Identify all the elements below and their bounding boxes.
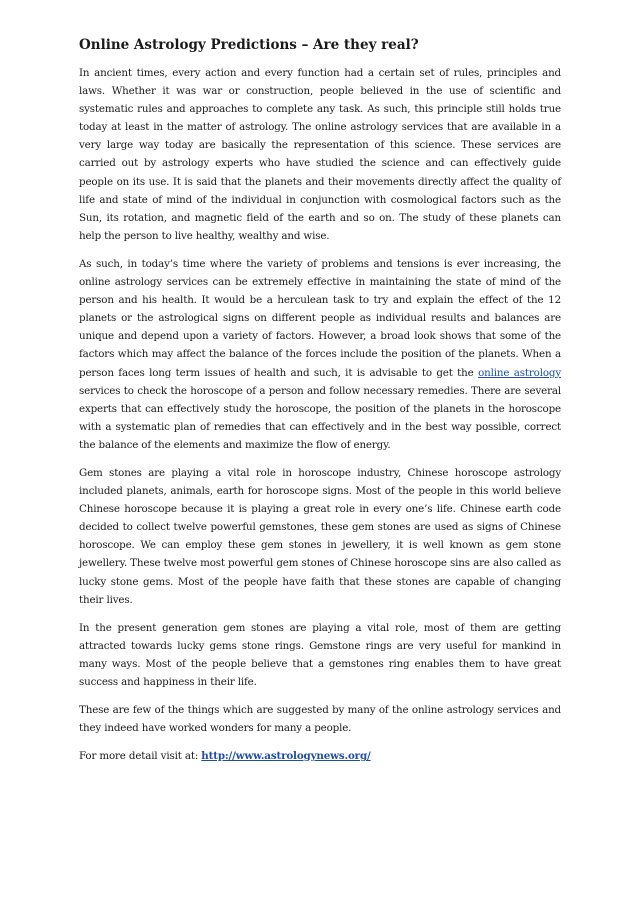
online-astrology-link[interactable]: online astrology xyxy=(478,366,561,379)
document-title: Online Astrology Predictions – Are they real? xyxy=(79,37,419,53)
paragraph-gem-stones: Gem stones are playing a vital role in horoscope industry, Chinese horoscope astrology included planets, animals, earth for horoscope signs. Most of the people in this world believe Chinese horoscope because it is playing a great role in every one’s life. Chinese earth code decided to collect twelve powerful gemstones, these gem stones are used as signs of Chinese horoscope. We can employ these gem stones in jewellery, it is well known as gem stone jewellery. These twelve most powerful gem stones of Chinese horoscope sins are also called as lucky stone gems. Most of the people have faith that these stones are capable of changing their lives. xyxy=(79,466,561,606)
document-page xyxy=(79,36,561,775)
footer-line xyxy=(79,747,561,765)
paragraph-intro: In ancient times, every action and every function had a certain set of rules, principles and laws. Whether it was war or construction, people believed in the use of scientific and systematic rules and approaches to complete any task. As such, this principle still holds true today at least in the matter of astrology. The online astrology services that are available in a very large way today are basically the representation of this science. These services are carried out by astrology experts who have studied the science and can effectively guide people on its use. It is said that the planets and their movements directly affect the quality of life and state of mind of the individual in conjunction with cosmological factors such as the Sun, its rotation, and magnetic field of the earth and so on. The study of these planets can help the person to live healthy, wealthy and wise. xyxy=(79,67,561,242)
paragraph-services-text-end: services to check the horoscope of a person and follow necessary remedies. There are several experts that can effectively study the horoscope, the position of the planets in the horoscope with a systematic plan of remedies that can effectively and in the best way possible, correct the balance of the elements and maximize the flow of energy. xyxy=(79,384,561,451)
paragraph-rings: In the present generation gem stones are playing a vital role, most of them are getting attracted towards lucky gems stone rings. Gemstone rings are very useful for mankind in many ways. Most of the people believe that a gemstones ring enables them to have great success and happiness in their life. xyxy=(79,621,561,688)
paragraph-services xyxy=(79,255,561,454)
astrologynews-link[interactable]: http://www.astrologynews.org/ xyxy=(201,750,371,763)
footer-prefix: For more detail visit at: xyxy=(79,750,202,763)
paragraph-summary: These are few of the things which are suggested by many of the online astrology services and they indeed have worked wonders for many a people. xyxy=(79,704,561,735)
paragraph-services-text-start: As such, in today’s time where the variety of problems and tensions is ever increasing, the online astrology services can be extremely effective in maintaining the state of mind of the person and his health. It would be a herculean task to try and explain the effect of the 12 planets or the astrological signs on different people as individual results and balances are unique and depend upon a variety of factors. However, a broad look shows that some of the factors which may affect the balance of the forces include the position of the planets. When a person faces long term issues of health and such, it is advisable to get the xyxy=(79,257,561,379)
